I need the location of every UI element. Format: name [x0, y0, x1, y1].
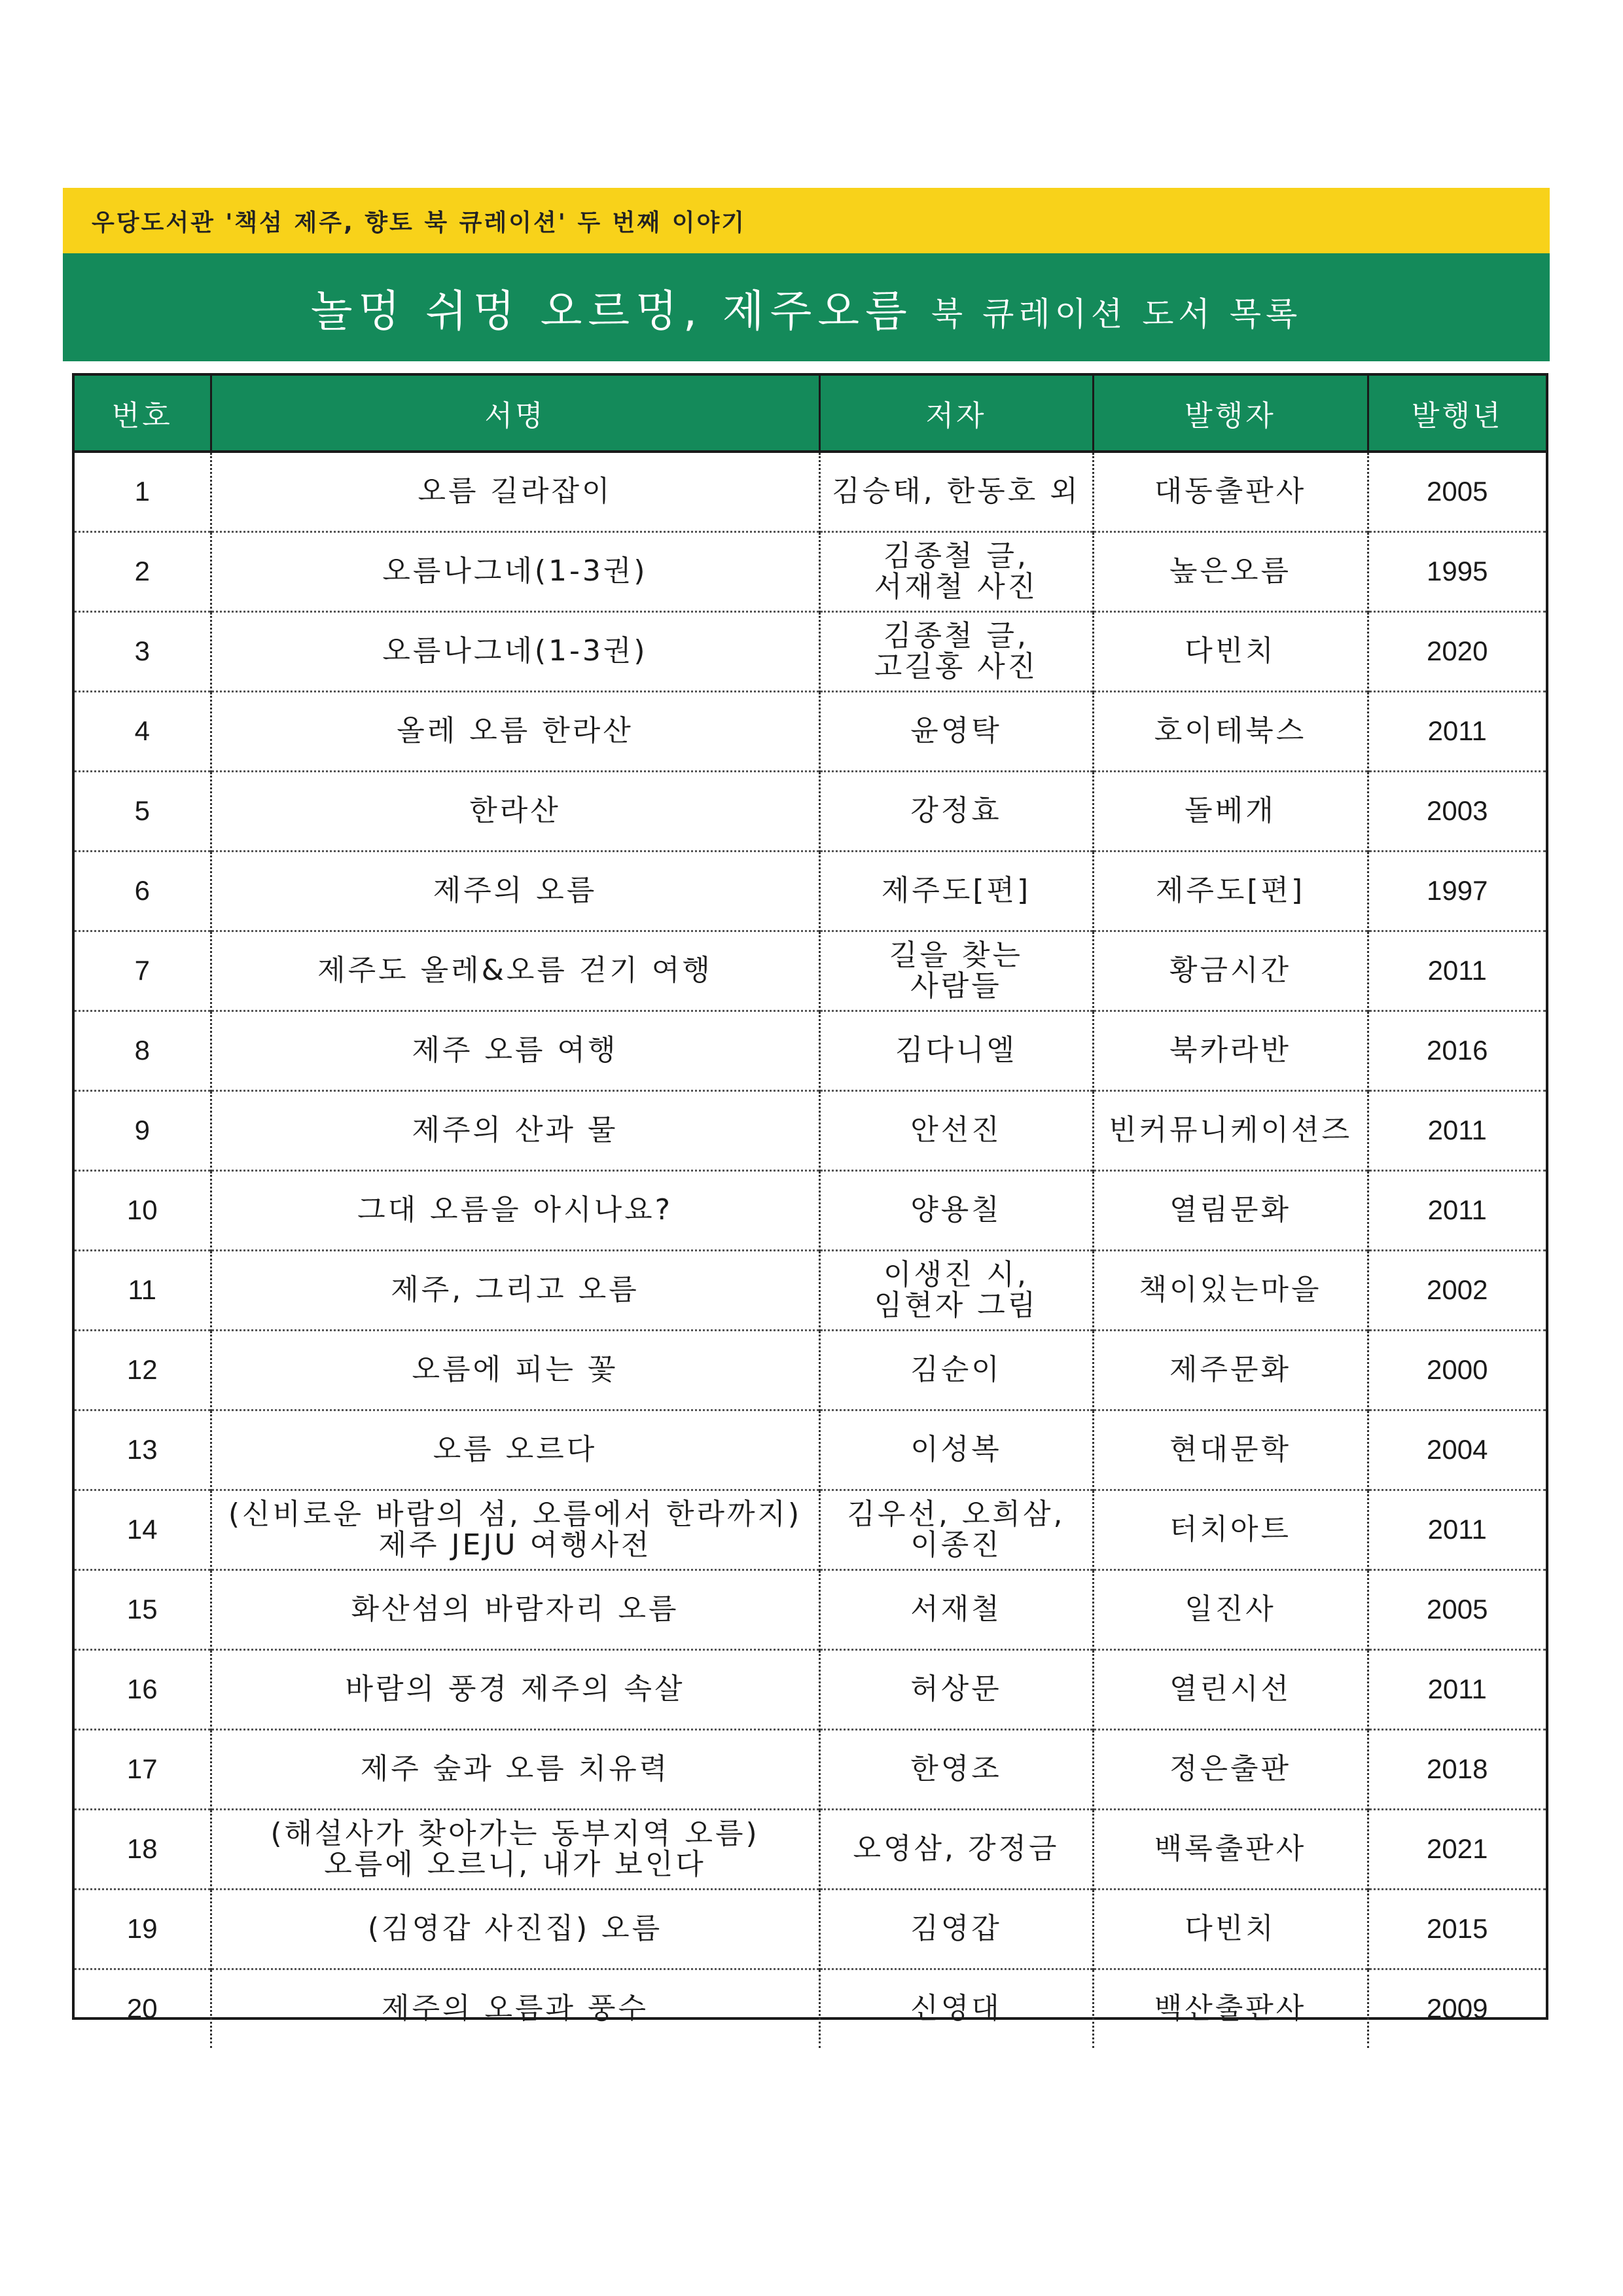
row-number: 1	[134, 476, 150, 507]
book-list-table	[75, 376, 1546, 2048]
book-author: 이성복	[819, 1410, 1093, 1490]
table-row	[75, 1091, 1546, 1171]
publication-year: 1995	[1368, 532, 1546, 612]
book-publisher: 호이테북스	[1093, 692, 1368, 772]
book-title: 화산섬의 바람자리 오름	[211, 1570, 819, 1650]
book-title	[211, 1810, 819, 1890]
table-row	[75, 852, 1546, 931]
book-author: 김순이	[819, 1331, 1093, 1410]
row-number: 11	[75, 1251, 211, 1331]
book-author: 신영대	[819, 1969, 1093, 2049]
row-number: 10	[75, 1171, 211, 1251]
book-author	[819, 1251, 1093, 1331]
book-publisher: 정은출판	[1093, 1730, 1368, 1810]
book-title: 올레 오름 한라산	[211, 692, 819, 772]
table-row	[75, 1890, 1546, 1969]
book-author-line-2: 이종진	[910, 1528, 1002, 1562]
book-publisher: 돌베개	[1093, 772, 1368, 852]
table-row	[75, 1171, 1546, 1251]
book-author-line-2: 고길홍 사진	[874, 649, 1039, 683]
book-author-line-1: 김우선, 오희삼,	[847, 1498, 1065, 1532]
book-title: 제주 숲과 오름 치유력	[211, 1730, 819, 1810]
table-row	[75, 1570, 1546, 1650]
book-publisher: 빈커뮤니케이션즈	[1093, 1091, 1368, 1171]
book-author	[819, 532, 1093, 612]
book-author: 김영갑	[819, 1890, 1093, 1969]
book-author-line-2: 임현자 그림	[874, 1288, 1039, 1322]
book-title: 오름 오르다	[211, 1410, 819, 1490]
publication-year: 2003	[1368, 772, 1546, 852]
publication-year: 2016	[1368, 1011, 1546, 1091]
publication-year: 2015	[1368, 1890, 1546, 1969]
book-publisher: 열린시선	[1093, 1650, 1368, 1730]
book-author-line-2: 사람들	[910, 969, 1002, 1003]
book-author: 김승태, 한동호 외	[819, 452, 1093, 532]
book-publisher: 제주문화	[1093, 1331, 1368, 1410]
book-title-line-1: (신비로운 바람의 섬, 오름에서 한라까지)	[228, 1498, 802, 1532]
book-title: 제주의 산과 물	[211, 1091, 819, 1171]
series-subtitle: 우당도서관 '책섬 제주, 향토 북 큐레이션' 두 번째 이야기	[92, 209, 747, 236]
publication-year: 2009	[1368, 1969, 1546, 2049]
row-number: 18	[75, 1810, 211, 1890]
book-title: 오름 길라잡이	[211, 452, 819, 532]
book-title-line-2: 오름에 오르니, 내가 보인다	[324, 1847, 706, 1881]
book-author: 제주도[편]	[819, 852, 1093, 931]
book-title: 제주도 올레&오름 걷기 여행	[211, 931, 819, 1011]
row-number: 4	[75, 692, 211, 772]
table-row	[75, 1730, 1546, 1810]
book-publisher: 책이있는마을	[1093, 1251, 1368, 1331]
table-row	[75, 612, 1546, 692]
publication-year: 2011	[1368, 692, 1546, 772]
title-banner	[63, 253, 1550, 361]
book-author: 허상문	[819, 1650, 1093, 1730]
row-number: 5	[75, 772, 211, 852]
book-author: 양용칠	[819, 1171, 1093, 1251]
book-author	[819, 612, 1093, 692]
row-number: 17	[75, 1730, 211, 1810]
row-number: 19	[75, 1890, 211, 1969]
book-title: 오름나그네(1-3권)	[211, 532, 819, 612]
publication-year: 2005	[1368, 452, 1546, 532]
row-number: 16	[75, 1650, 211, 1730]
column-header-publisher: 발행자	[1093, 376, 1368, 452]
publication-year: 2011	[1368, 1171, 1546, 1251]
column-header-title: 서명	[211, 376, 819, 452]
row-number: 20	[75, 1969, 211, 2049]
publication-year: 2011	[1368, 1490, 1546, 1570]
book-publisher: 높은오름	[1093, 532, 1368, 612]
table-header-row	[75, 376, 1546, 452]
book-title: 바람의 풍경 제주의 속살	[211, 1650, 819, 1730]
book-publisher: 현대문학	[1093, 1410, 1368, 1490]
book-author: 안선진	[819, 1091, 1093, 1171]
publication-year: 2000	[1368, 1331, 1546, 1410]
publication-year: 1997	[1368, 852, 1546, 931]
column-header-year: 발행년	[1368, 376, 1546, 452]
book-publisher: 제주도[편]	[1093, 852, 1368, 931]
publication-year: 2004	[1368, 1410, 1546, 1490]
column-header-number: 번호	[75, 376, 211, 452]
publication-year: 2011	[1368, 1091, 1546, 1171]
book-title-line-2: 제주 JEJU 여행사전	[378, 1528, 652, 1562]
book-publisher: 백산출판사	[1093, 1969, 1368, 2049]
row-number: 8	[75, 1011, 211, 1091]
series-subtitle-banner	[63, 188, 1550, 253]
table-row	[75, 1969, 1546, 2049]
title-suffix: 북 큐레이션 도서 목록	[931, 295, 1302, 333]
book-title: 오름에 피는 꽃	[211, 1331, 819, 1410]
book-author-line-1: 길을 찾는	[889, 939, 1023, 973]
publication-year: 2011	[1368, 931, 1546, 1011]
book-author: 김다니엘	[819, 1011, 1093, 1091]
book-title: 제주의 오름	[211, 852, 819, 931]
row-number: 3	[75, 612, 211, 692]
table-row	[75, 772, 1546, 852]
book-title: 제주의 오름과 풍수	[211, 1969, 819, 2049]
table-row	[75, 692, 1546, 772]
row-number: 9	[75, 1091, 211, 1171]
book-publisher: 열림문화	[1093, 1171, 1368, 1251]
book-title: 오름나그네(1-3권)	[211, 612, 819, 692]
publication-year: 2011	[1368, 1650, 1546, 1730]
book-publisher: 북카라반	[1093, 1011, 1368, 1091]
table-row	[75, 1410, 1546, 1490]
book-title: 제주, 그리고 오름	[211, 1251, 819, 1331]
book-author-line-1: 이생진 시,	[883, 1258, 1029, 1292]
book-publisher: 백록출판사	[1093, 1810, 1368, 1890]
row-number: 12	[75, 1331, 211, 1410]
book-author-line-1: 김종철 글,	[883, 619, 1029, 653]
table-row	[75, 931, 1546, 1011]
book-author-line-1: 김종철 글,	[883, 539, 1029, 573]
book-author: 강정효	[819, 772, 1093, 852]
book-author: 한영조	[819, 1730, 1093, 1810]
row-number: 13	[75, 1410, 211, 1490]
book-author: 윤영탁	[819, 692, 1093, 772]
book-title: 한라산	[211, 772, 819, 852]
table-row	[75, 1810, 1546, 1890]
book-author	[819, 931, 1093, 1011]
publication-year: 2002	[1368, 1251, 1546, 1331]
publication-year: 2005	[1368, 1570, 1546, 1650]
row-number: 2	[75, 532, 211, 612]
row-number: 14	[75, 1490, 211, 1570]
publication-year: 2021	[1368, 1810, 1546, 1890]
main-title: 놀멍 쉬멍 오르멍, 제주오름	[310, 286, 913, 336]
book-title-line-1: (해설사가 찾아가는 동부지역 오름)	[270, 1817, 760, 1851]
row-number: 15	[75, 1570, 211, 1650]
table-row	[75, 1331, 1546, 1410]
table-row	[75, 1650, 1546, 1730]
table-row	[75, 1490, 1546, 1570]
book-author: 서재철	[819, 1570, 1093, 1650]
book-author-line-2: 서재철 사진	[874, 569, 1039, 603]
book-title: 그대 오름을 아시나요?	[211, 1171, 819, 1251]
publication-year: 2018	[1368, 1730, 1546, 1810]
table-row	[75, 532, 1546, 612]
book-publisher: 다빈치	[1093, 612, 1368, 692]
book-list-table-frame	[72, 373, 1548, 2026]
book-title: 제주 오름 여행	[211, 1011, 819, 1091]
column-header-author: 저자	[819, 376, 1093, 452]
publication-year: 2020	[1368, 612, 1546, 692]
table-row	[75, 1251, 1546, 1331]
book-author	[819, 1490, 1093, 1570]
book-title: (김영갑 사진집) 오름	[211, 1890, 819, 1969]
book-publisher: 일진사	[1093, 1570, 1368, 1650]
row-number: 7	[75, 931, 211, 1011]
book-publisher: 터치아트	[1093, 1490, 1368, 1570]
table-body	[75, 452, 1546, 2048]
book-author: 오영삼, 강정금	[819, 1810, 1093, 1890]
book-title	[211, 1490, 819, 1570]
table-row	[75, 1011, 1546, 1091]
book-publisher: 다빈치	[1093, 1890, 1368, 1969]
table-row	[75, 452, 1546, 532]
book-publisher: 황금시간	[1093, 931, 1368, 1011]
row-number: 6	[75, 852, 211, 931]
book-publisher: 대동출판사	[1093, 452, 1368, 532]
